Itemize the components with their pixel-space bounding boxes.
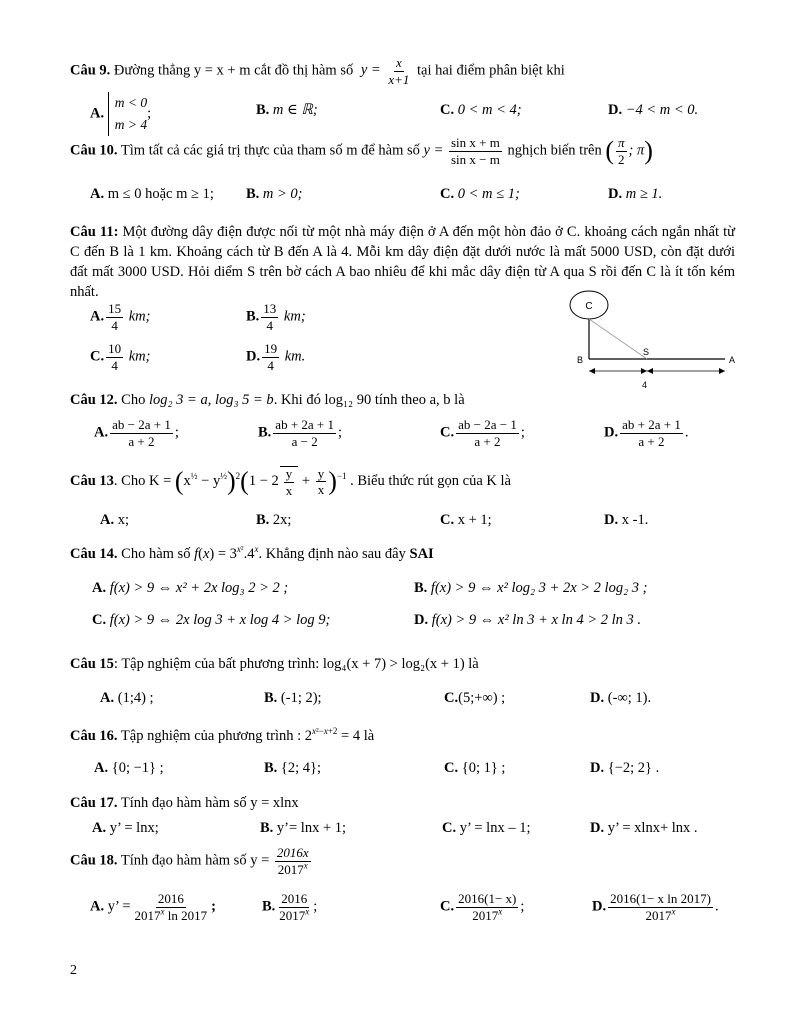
page-number: 2 (70, 963, 77, 978)
q9-text: Đường thẳng y = x + m cắt đồ thị hàm số (113, 62, 354, 79)
q15-inequality: log₄(x + 7) > log₂(x + 1) (322, 656, 465, 672)
q16-option-b[interactable]: B. {2; 4}; (264, 760, 322, 776)
q16-option-a[interactable]: A. {0; −1} ; (94, 760, 164, 776)
q10-interval-fraction: $\frac{\pi}{2}$ (618, 135, 625, 167)
q9-func-lhs: y = (360, 62, 381, 79)
q16-option-c[interactable]: C. {0; 1} ; (444, 760, 506, 776)
q13-option-c[interactable]: C. x + 1; (440, 512, 492, 528)
q9-option-b[interactable]: B. m ∈ ℝ; (256, 102, 318, 118)
q17-label: Câu 17. (70, 795, 118, 811)
q15-text: : Tập nghiệm của bất phương trình: (113, 656, 320, 672)
q17-options (0, 820, 792, 846)
q10-option-c[interactable]: C. 0 < m ≤ 1; (440, 186, 520, 202)
fig-label-s: S (643, 347, 650, 357)
q17-option-d[interactable]: D. y’ = xlnx+ lnx . (590, 820, 698, 836)
q12-option-d[interactable]: D. $\frac{ab + 2a + 1}{a + 2}$ . (604, 417, 689, 449)
q10-label: Câu 10. (70, 142, 118, 159)
question-12 (70, 392, 465, 409)
q12-option-b[interactable]: B. $\frac{ab + 2a + 1}{a - 2}$ ; (258, 417, 343, 449)
q18-option-d[interactable]: D. $\frac{\text{2016(1− x ln 2017)}}{2017^x}$ . (592, 891, 719, 923)
q14-option-c[interactable]: C. f(x) > 9 ⇔ 2x log 3 + x log 4 > log 9; (92, 612, 331, 628)
q12-options (0, 418, 792, 456)
fig-length-label: 4 (642, 380, 648, 390)
q18-label: Câu 18. (70, 852, 118, 869)
question-13 (70, 466, 511, 497)
question-9 (70, 56, 565, 86)
q14-text-pre: Cho hàm số (121, 546, 191, 562)
q17-text: Tính đạo hàm hàm số y = xlnx (120, 795, 299, 811)
fig-label-c: C (585, 301, 593, 312)
q12-text-end: tính theo a, b là (374, 392, 465, 408)
q14-option-b[interactable]: B. f(x) > 9 ⇔ x² log₂ 3 + 2x > 2 log₂ 3 ; (414, 580, 648, 596)
question-18 (70, 846, 313, 876)
q10-option-b[interactable]: B. m > 0; (246, 186, 303, 202)
q13-option-b[interactable]: B. 2x; (256, 512, 292, 528)
q13-label: Câu 13 (70, 472, 114, 489)
q14-label: Câu 14. (70, 546, 118, 562)
q15-label: Câu 15 (70, 656, 114, 672)
q13-text-pre: . Cho K = (113, 472, 172, 489)
q18-func-fraction: $\frac{2016x}{2017^x}$ (276, 845, 309, 877)
q11-option-a[interactable]: A. $\frac{15}{4}$ km; (90, 301, 151, 333)
q10-options (0, 186, 792, 212)
q14-option-a[interactable]: A. f(x) > 9 ⇔ x² + 2x log₃ 2 > 2 ; (92, 580, 289, 596)
q12-text-pre: Cho (121, 392, 146, 408)
q15-options (0, 690, 792, 716)
q14-options-row2 (0, 612, 792, 638)
q10-interval-end: ; π (628, 142, 645, 159)
q11-figure (565, 285, 755, 395)
q13-option-a[interactable]: A. x; (100, 512, 130, 528)
q10-option-d[interactable]: D. m ≥ 1. (608, 186, 663, 202)
q18-option-a[interactable]: A. y’ = $\frac{2016}{2017^x \ln 2017}$ ; (90, 891, 217, 923)
q15-text-end: là (468, 656, 479, 672)
q9-option-a[interactable]: A. m < 0 m > 4 ; (90, 92, 151, 136)
q11-label: Câu 11: (70, 224, 119, 240)
q14-text-mid: . Khẳng định nào sau đây (258, 546, 406, 562)
q9-func-fraction: $\frac{x}{x+1}$ (388, 55, 410, 87)
q14-options-row1 (0, 580, 792, 606)
fig-label-a: A (729, 355, 736, 365)
q10-option-a[interactable]: A. m ≤ 0 hoặc m ≥ 1; (90, 186, 214, 202)
q18-option-c[interactable]: C. $\frac{2016(1- x)}{2017^x}$ ; (440, 891, 525, 923)
q9-text-end: tại hai điểm phân biệt khi (417, 62, 565, 79)
q10-text: Tìm tất cả các giá trị thực của tham số m để hàm số (120, 142, 420, 159)
question-15 (70, 656, 479, 673)
q16-options (0, 760, 792, 786)
question-10: Câu 10. Tìm tất cả các giá trị thực của tham số m để hàm số y = $\frac{\text{sin x + m}}{\text{sin x − m}}$ nghịch biến trên ( $\frac{\pi}{2}$ ; π) (70, 135, 653, 167)
q18-text: Tính đạo hàm hàm số y = (120, 852, 270, 869)
q16-equation: $2^{x^2-x+2} = 4$ (304, 726, 361, 744)
q15-option-a[interactable]: A. (1;4) ; (100, 690, 154, 706)
q10-func-lhs: y = (423, 142, 444, 159)
question-16 (70, 728, 374, 745)
q14-text-bold: SAI (409, 546, 434, 562)
q12-label: Câu 12. (70, 392, 118, 408)
q18-option-b[interactable]: B. $\frac{2016}{2017^x}$ ; (262, 891, 318, 923)
q11-text: Một đường dây điện được nối từ một nhà máy điện ở A đến một hòn đảo ở C. khoảng cách ngắn nhất từ C đến B là 1 km. Khoảng cách từ B đến A là 4. Mỗi km dây điện đặt dưới nước là mất 5000 USD, còn đặt dưới đất mất 3000 USD. Hỏi diểm S trên bờ cách A bao nhiêu để khi mắc dây điện từ A qua S rồi đến C là ít tốn kém nhất. (70, 224, 735, 300)
q10-func-fraction: $\frac{\text{sin x + m}}{\text{sin x − m}}$ (451, 135, 500, 167)
q16-option-d[interactable]: D. {−2; 2} . (590, 760, 660, 776)
q18-options (0, 892, 792, 932)
q14-function: $f(x) = 3^{x^2}.4^x$ (194, 544, 259, 562)
q12-option-a[interactable]: A. $\frac{ab - 2a + 1}{a + 2}$ ; (94, 417, 179, 449)
question-17 (70, 795, 299, 812)
q9-option-c[interactable]: C. 0 < m < 4; (440, 102, 522, 118)
q12-target: log₁₂ 90 (324, 392, 372, 408)
fig-label-b: B (577, 355, 584, 365)
q9-options (0, 92, 792, 132)
q13-options (0, 512, 792, 538)
question-14 (70, 546, 434, 563)
q12-given: log₂ 3 = a, log₃ 5 = b (148, 392, 274, 408)
q9-label: Câu 9. (70, 62, 111, 79)
q14-option-d[interactable]: D. f(x) > 9 ⇔ x² ln 3 + x ln 4 > 2 ln 3 . (414, 612, 642, 628)
q16-label: Câu 16. (70, 728, 118, 744)
q12-option-c[interactable]: C. $\frac{ab - 2a - 1}{a + 2}$ ; (440, 417, 525, 449)
q13-option-d[interactable]: D. x -1. (604, 512, 649, 528)
q13-expression: $(x^{\frac{1}{2}} - y^{\frac{1}{2}})^2(1 - 2$ $\frac{y}{x}$ + $\frac{y}{x}$ )$^{-1}$ (174, 465, 347, 498)
q11-option-c[interactable]: C. $\frac{10}{4}$ km; (90, 341, 151, 373)
q15-option-b[interactable]: B. (-1; 2); (264, 690, 322, 706)
q17-option-c[interactable]: C. y’ = lnx – 1; (442, 820, 531, 836)
q16-text: Tập nghiệm của phương trình : (120, 728, 302, 744)
q15-option-d[interactable]: D. (-∞; 1). (590, 690, 652, 706)
q15-option-c[interactable]: C.(5;+∞) ; (444, 690, 506, 706)
q11-option-b[interactable]: B. $\frac{13}{4}$ km; (246, 301, 306, 333)
q17-option-b[interactable]: B. y’= lnx + 1; (260, 820, 347, 836)
q13-text-end: . Biểu thức rút gọn của K là (350, 472, 511, 489)
q17-option-a[interactable]: A. y’ = lnx; (92, 820, 159, 836)
q12-text-mid: . Khi đó (273, 392, 321, 408)
q10-text-mid: nghịch biến trên (507, 142, 602, 159)
q11-option-d[interactable]: D. $\frac{19}{4}$ km. (246, 341, 306, 373)
q9-option-d[interactable]: D. −4 < m < 0. (608, 102, 699, 118)
q16-text-end: là (363, 728, 375, 744)
